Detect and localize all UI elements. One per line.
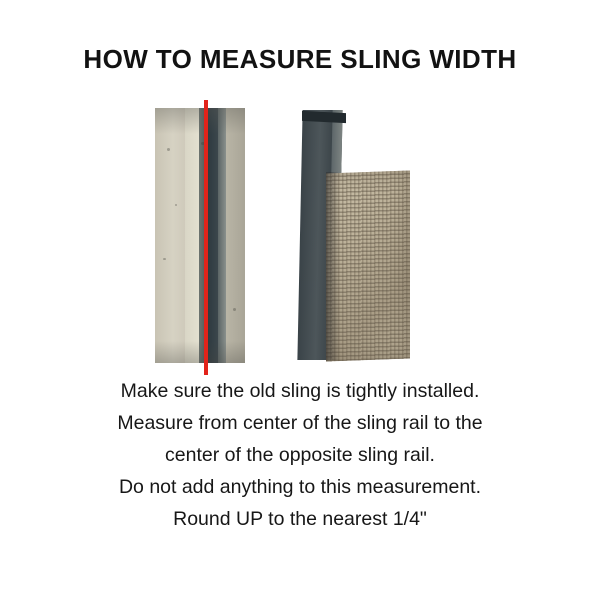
rail-band-dark-core [208, 108, 218, 363]
caption-line-3: center of the opposite sling rail. [165, 444, 435, 466]
caption-line-1: Make sure the old sling is tightly installed. [120, 380, 480, 402]
sling-rail-with-fabric-photo [300, 110, 410, 365]
instruction-caption [0, 375, 600, 535]
photo-speck [163, 258, 166, 260]
sling-fabric-shadow [326, 172, 340, 360]
rail-band-highlight [218, 108, 226, 363]
rail-band-light-edge [185, 108, 199, 363]
diagram-photos [0, 100, 600, 375]
page-title: HOW TO MEASURE SLING WIDTH [83, 44, 517, 74]
red-center-measurement-line [204, 100, 208, 375]
photo-speck [175, 204, 177, 206]
rail-top-shadow [155, 108, 245, 134]
sling-rail-cross-section-photo [155, 108, 245, 363]
rail-band-fabric-side [226, 108, 245, 363]
caption-line-4: Do not add anything to this measurement. [118, 476, 482, 498]
photo-speck [167, 148, 170, 151]
caption-line-5: Round UP to the nearest 1/4" [173, 508, 427, 530]
rail-band-outer-frame [155, 108, 185, 363]
caption-line-2: Measure from center of the sling rail to the [117, 412, 483, 434]
photo-speck [233, 308, 236, 311]
rail-bottom-shadow [155, 341, 245, 363]
